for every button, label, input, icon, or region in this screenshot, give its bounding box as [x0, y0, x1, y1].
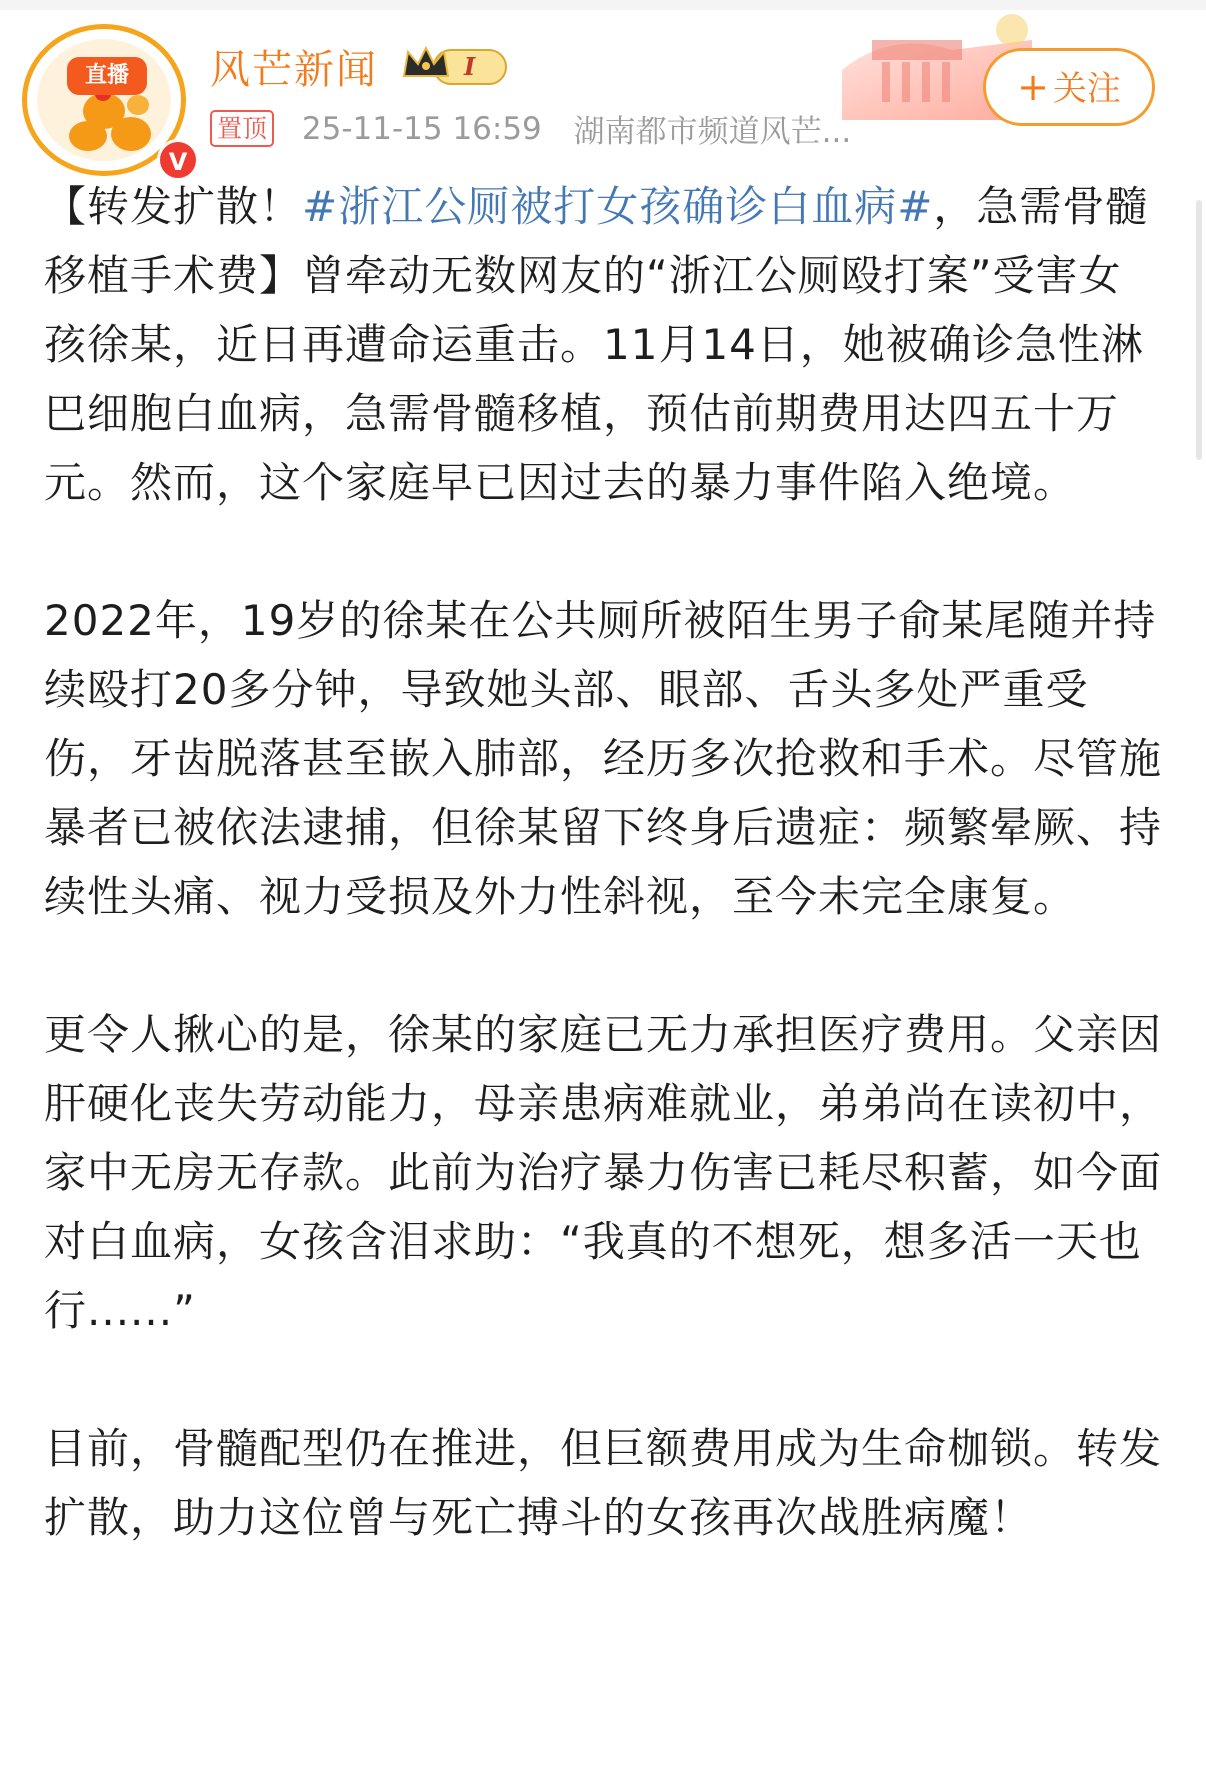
verified-icon: V [157, 139, 199, 181]
paragraph-1 [44, 172, 1164, 517]
paragraph-4: 目前，骨髓配型仍在推进，但巨额费用成为生命枷锁。转发扩散，助力这位曾与死亡搏斗的女孩再次战胜病魔！ [44, 1424, 1163, 1542]
author-name[interactable]: 风芒新闻 [210, 47, 378, 93]
post-body [44, 172, 1164, 1621]
hashtag-link[interactable]: #浙江公厕被打女孩确诊白血病# [302, 182, 934, 231]
avatar[interactable] [22, 24, 186, 176]
paragraph-3: 更令人揪心的是，徐某的家庭已无力承担医疗费用。父亲因肝硬化丧失劳动能力，母亲患病难就业，弟弟尚在读初中，家中无房无存款。此前为治疗暴力伤害已耗尽积蓄，如今面对白血病，女孩含泪求助：“我真的不想死，想多活一天也行......” [44, 1010, 1163, 1335]
post-meta [210, 106, 851, 151]
crown-level-icon[interactable] [400, 42, 510, 90]
plus-icon: + [1017, 65, 1049, 109]
paragraph-2: 2022年，19岁的徐某在公共厕所被陌生男子俞某尾随并持续殴打20多分钟，导致她头部、眼部、舌头多处严重受伤，牙齿脱落甚至嵌入肺部，经历多次抢救和手术。尽管施暴者已被依法逮捕，但徐某留下终身后遗症：频繁晕厥、持续性头痛、视力受损及外力性斜视，至今未完全康复。 [44, 596, 1163, 921]
level-badge-text: I [464, 52, 476, 81]
post-timestamp: 25-11-15 16:59 [301, 110, 542, 147]
follow-button[interactable] [983, 48, 1155, 126]
paragraph-1-prefix: 【转发扩散！ [44, 182, 303, 231]
post-header [0, 10, 1206, 176]
paragraph-1-text: ，急需骨髓移植手术费】曾牵动无数网友的“浙江公厕殴打案”受害女孩徐某，近日再遭命运重击。11月14日，她被确诊急性淋巴细胞白血病，急需骨髓移植，预估前期费用达四五十万元。然而，这个家庭早已因过去的暴力事件陷入绝境。 [44, 182, 1149, 507]
post-source[interactable]: 湖南都市频道风芒... [573, 114, 852, 150]
follow-label: 关注 [1052, 69, 1121, 109]
live-badge[interactable]: 直播 [67, 57, 147, 95]
pinned-badge: 置顶 [210, 110, 274, 147]
scrollbar[interactable] [1196, 200, 1202, 460]
top-divider [0, 0, 1206, 10]
